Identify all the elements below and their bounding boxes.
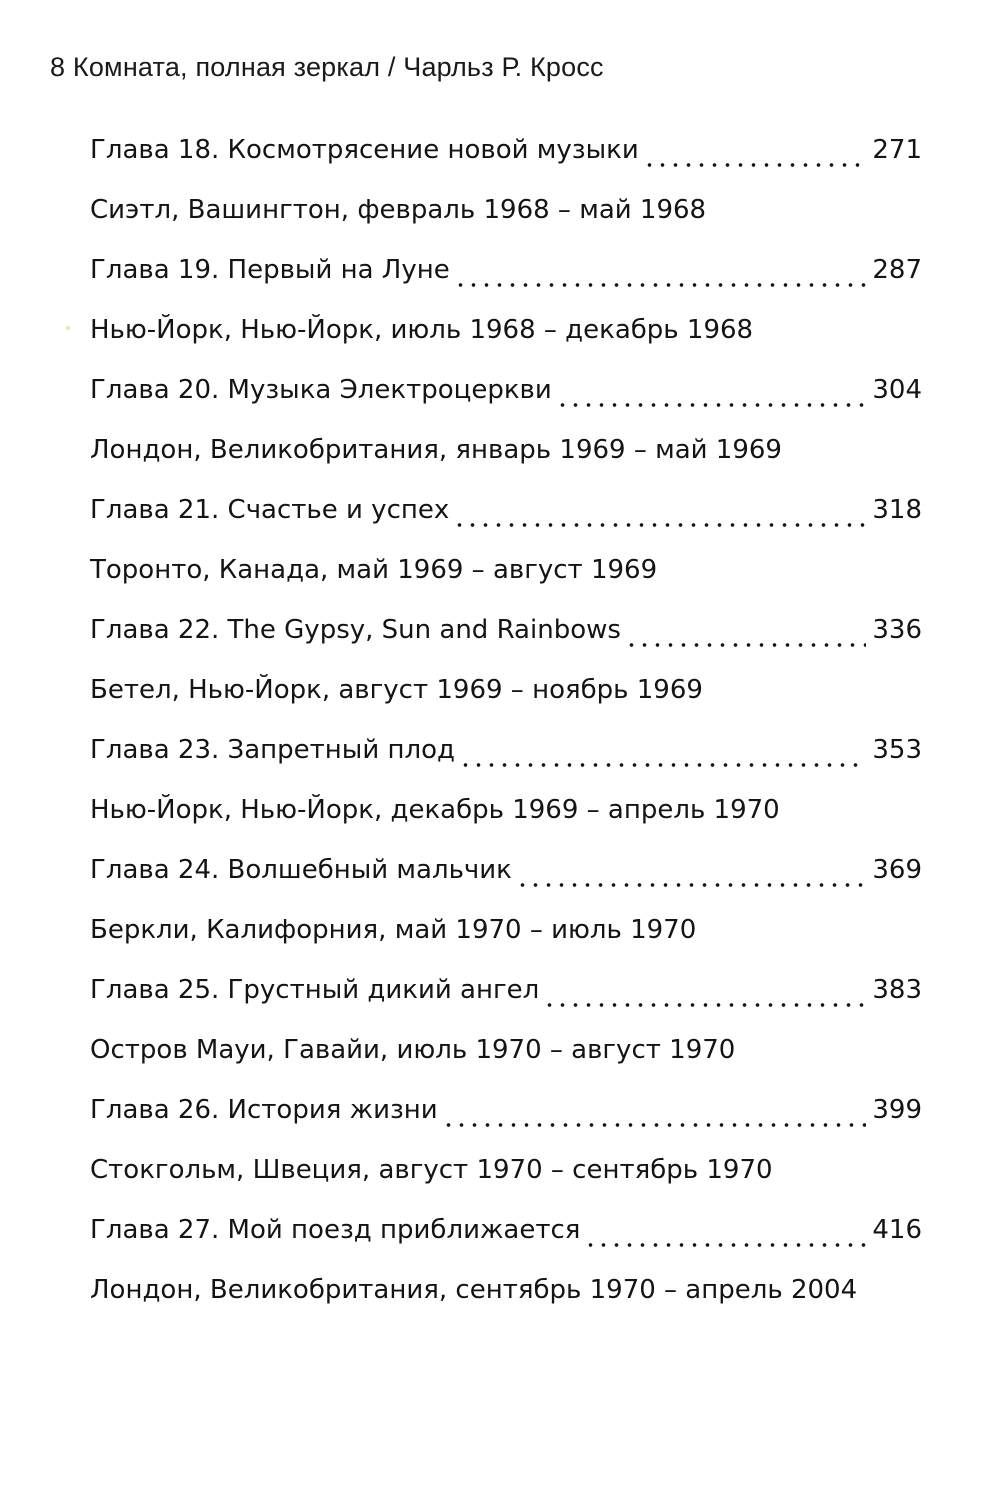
place-date-text: Бетел, Нью-Йорк, август 1969 – ноябрь 1969 xyxy=(90,675,703,705)
toc-place-date-entry xyxy=(90,900,922,960)
chapter-page-number: 271 xyxy=(872,135,922,165)
toc-place-date-entry xyxy=(90,180,922,240)
toc-chapter-entry xyxy=(90,480,922,540)
toc-chapter-entry xyxy=(90,120,922,180)
dot-leader xyxy=(556,360,867,420)
toc-chapter-entry xyxy=(90,720,922,780)
toc-place-date-entry xyxy=(90,1020,922,1080)
place-date-text: Остров Мауи, Гавайи, июль 1970 – август 1970 xyxy=(90,1035,736,1065)
table-of-contents xyxy=(90,120,922,1320)
toc-place-date-entry xyxy=(90,660,922,720)
chapter-page-number: 353 xyxy=(872,735,922,765)
chapter-page-number: 304 xyxy=(872,375,922,405)
running-head: 8 Комната, полная зеркал / Чарльз Р. Кросс xyxy=(50,52,604,82)
dot-leader xyxy=(442,1080,867,1140)
chapter-page-number: 416 xyxy=(872,1215,922,1245)
toc-place-date-entry xyxy=(90,1140,922,1200)
dot-leader xyxy=(516,840,866,900)
dot-leader xyxy=(454,240,867,300)
chapter-title: Глава 26. История жизни xyxy=(90,1095,438,1125)
chapter-page-number: 383 xyxy=(872,975,922,1005)
chapter-title: Глава 24. Волшебный мальчик xyxy=(90,855,512,885)
toc-place-date-entry xyxy=(90,300,922,360)
dot-leader xyxy=(459,720,866,780)
dot-leader xyxy=(584,1200,866,1260)
chapter-title: Глава 25. Грустный дикий ангел xyxy=(90,975,540,1005)
toc-place-date-entry xyxy=(90,540,922,600)
toc-place-date-entry xyxy=(90,420,922,480)
chapter-title: Глава 21. Счастье и успех xyxy=(90,495,450,525)
place-date-text: Лондон, Великобритания, январь 1969 – май 1969 xyxy=(90,435,782,465)
place-date-text: Лондон, Великобритания, сентябрь 1970 – апрель 2004 xyxy=(90,1275,858,1305)
chapter-title: Глава 27. Мой поезд приближается xyxy=(90,1215,581,1245)
toc-chapter-entry xyxy=(90,600,922,660)
chapter-title: Глава 22. The Gypsy, Sun and Rainbows xyxy=(90,615,621,645)
toc-place-date-entry xyxy=(90,780,922,840)
toc-chapter-entry xyxy=(90,240,922,300)
place-date-text: Сиэтл, Вашингтон, февраль 1968 – май 1968 xyxy=(90,195,707,225)
chapter-title: Глава 18. Космотрясение новой музыки xyxy=(90,135,639,165)
toc-chapter-entry xyxy=(90,360,922,420)
place-date-text: Торонто, Канада, май 1969 – август 1969 xyxy=(90,555,658,585)
place-date-text: Стокгольм, Швеция, август 1970 – сентябрь 1970 xyxy=(90,1155,773,1185)
place-date-text: Нью-Йорк, Нью-Йорк, декабрь 1969 – апрель 1970 xyxy=(90,795,780,825)
toc-chapter-entry xyxy=(90,1200,922,1260)
dot-leader xyxy=(625,600,866,660)
chapter-title: Глава 23. Запретный плод xyxy=(90,735,455,765)
toc-place-date-entry xyxy=(90,1260,922,1320)
chapter-title: Глава 19. Первый на Луне xyxy=(90,255,450,285)
chapter-page-number: 287 xyxy=(872,255,922,285)
chapter-page-number: 318 xyxy=(872,495,922,525)
dot-leader xyxy=(643,120,867,180)
dot-leader xyxy=(543,960,866,1020)
print-speck xyxy=(66,326,70,330)
toc-chapter-entry xyxy=(90,1080,922,1140)
toc-chapter-entry xyxy=(90,960,922,1020)
chapter-page-number: 399 xyxy=(872,1095,922,1125)
chapter-page-number: 336 xyxy=(872,615,922,645)
dot-leader xyxy=(453,480,866,540)
chapter-page-number: 369 xyxy=(872,855,922,885)
place-date-text: Беркли, Калифорния, май 1970 – июль 1970 xyxy=(90,915,697,945)
toc-chapter-entry xyxy=(90,840,922,900)
place-date-text: Нью-Йорк, Нью-Йорк, июль 1968 – декабрь 1968 xyxy=(90,315,754,345)
chapter-title: Глава 20. Музыка Электроцеркви xyxy=(90,375,552,405)
